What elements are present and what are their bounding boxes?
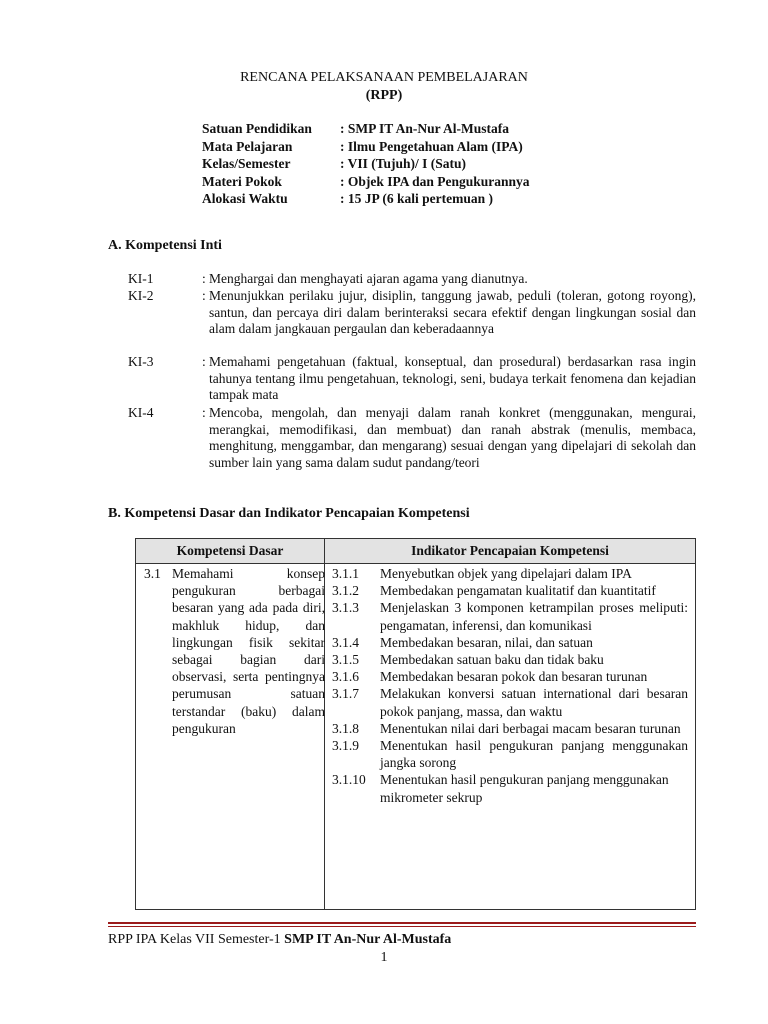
page-subtitle: (RPP) [365,88,403,103]
kd-number: 3.1 [144,566,161,581]
indicator-number: 3.1.5 [332,652,359,668]
identity-value: : VII (Tujuh)/ I (Satu) [340,156,467,171]
table-header [136,539,695,564]
ki-text: Menunjukkan perilaku jujur, disiplin, tanggung jawab, peduli (toleran, gotong royong), santun, dan percaya diri dalam berinteraksi secara efektif dengan lingkungan sosial dan alam dalam jangkauan pergaulan dan keberadaannya [209,288,696,336]
indicator-item [332,599,688,633]
page-title: RENCANA PELAKSANAAN PEMBELAJARAN [240,70,528,85]
indicator-number: 3.1.8 [332,720,359,736]
indicator-text: Menjelaskan 3 komponen ketrampilan proses meliputi: pengamatan, inferensi, dan komunikasi [380,600,688,633]
identity-label: Mata Pelajaran [202,138,293,154]
identity-label: Satuan Pendidikan [202,121,312,136]
indicator-cell [332,565,688,806]
section-b-heading: B. Kompetensi Dasar dan Indikator Pencapaian Kompetensi [108,506,470,521]
identity-value: : 15 JP (6 kali pertemuan ) [340,191,493,206]
indicator-text: Membedakan satuan baku dan tidak baku [380,652,604,668]
indicator-number: 3.1.10 [332,772,366,788]
indicator-text: Membedakan pengamatan kualitatif dan kuantitatif [380,583,656,599]
identity-block [202,120,530,208]
indicator-number: 3.1.3 [332,600,359,616]
table-header-indicator: Indikator Pencapaian Kompetensi [411,543,609,558]
footer-rule [108,922,696,924]
table-header-kd: Kompetensi Dasar [176,543,284,558]
ki-text: Mencoba, mengolah, dan menyaji dalam ranah konkret (menggunakan, mengurai, merangkai, memodifikasi, dan membuat) dan ranah abstrak (menulis, membaca, menghitung, menggambar, dan mengarang) sesuai dengan yang dipelajari di sekolah dan sumber lain yang sama dalam sudut pandang/teori [209,405,696,470]
indicator-item [332,771,688,805]
indicator-text: Menentukan hasil pengukuran panjang menggunakan mikrometer sekrup [380,772,669,805]
footer-school-name: SMP IT An-Nur Al-Mustafa [284,932,452,947]
indicator-item [332,720,688,737]
identity-label: Kelas/Semester [202,156,291,171]
ki-colon: : [202,288,206,303]
identity-row [202,155,530,173]
identity-label: Materi Pokok [202,173,282,189]
footer-rule-thin [108,926,696,927]
indicator-number: 3.1.2 [332,583,359,599]
ki-code: KI-3 [128,354,154,369]
indicator-number: 3.1.6 [332,669,359,685]
indicator-item [332,668,688,685]
indicator-text: Melakukan konversi satuan international dari besaran pokok panjang, massa, dan waktu [380,686,688,719]
indicator-text: Membedakan besaran, nilai, dan satuan [380,634,593,650]
indicator-number: 3.1.7 [332,686,359,702]
ki-colon: : [202,271,206,286]
footer-text-normal: RPP IPA Kelas VII Semester-1 [108,932,285,947]
ki-text: Memahami pengetahuan (faktual, konseptual, dan prosedural) berdasarkan rasa ingin tahunya tentang ilmu pengetahuan, teknologi, seni, budaya terkait fenomena dan kejadian tampak mata [209,354,696,402]
identity-value: : Objek IPA dan Pengukurannya [340,173,530,189]
indicator-number: 3.1.9 [332,738,359,754]
indicator-text: Menyebutkan objek yang dipelajari dalam IPA [380,566,632,581]
identity-row [202,190,530,208]
indicator-item [332,565,688,582]
identity-value: : SMP IT An-Nur Al-Mustafa [340,121,510,136]
indicator-item [332,651,688,668]
indicator-item [332,685,688,719]
indicator-item [332,737,688,771]
identity-row [202,173,530,191]
kd-text: Memahami konsep pengukuran berbagai besaran yang ada pada diri, makhluk hidup, dan lingkungan fisik sekitar sebagai bagian dari observasi, serta pentingnya perumusan satuan terstandar (baku) dalam pengukuran [172,566,325,736]
ki-colon: : [202,354,206,369]
ki-code: KI-4 [128,405,154,420]
page-number: 1 [380,950,388,965]
indicator-number: 3.1.4 [332,634,359,650]
ki-code: KI-1 [128,271,154,286]
indicator-item [332,582,688,599]
identity-label: Alokasi Waktu [202,191,288,206]
footer-text [108,932,451,948]
indicator-number: 3.1.1 [332,566,359,581]
section-a-heading: A. Kompetensi Inti [108,238,222,253]
indicator-text: Menentukan hasil pengukuran panjang menggunakan jangka sorong [380,738,688,771]
competency-table [135,538,696,910]
indicator-item [332,634,688,651]
indicator-text: Menentukan nilai dari berbagai macam besaran turunan [380,720,681,736]
ki-text: Menghargai dan menghayati ajaran agama yang dianutnya. [209,271,528,286]
ki-colon: : [202,405,206,420]
identity-value: : Ilmu Pengetahuan Alam (IPA) [340,138,523,154]
ki-code: KI-2 [128,288,154,303]
indicator-text: Membedakan besaran pokok dan besaran turunan [380,669,648,685]
identity-row [202,138,530,156]
identity-row [202,120,530,138]
